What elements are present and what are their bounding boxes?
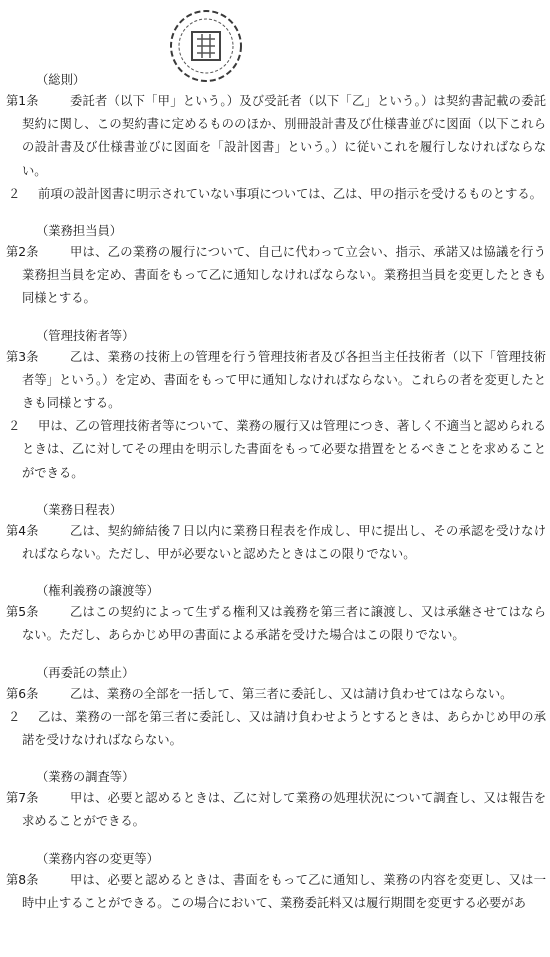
contract-document bbox=[6, 62, 546, 915]
article-text: 甲は、必要と認めるときは、乙に対して業務の処理状況について調査し、又は報告を求めることができる。 bbox=[22, 791, 546, 829]
article-text: 乙はこの契約によって生ずる権利又は義務を第三者に譲渡し、又は承継させてはならない。ただし、あらかじめ甲の書面による承諾を受けた場合はこの限りでない。 bbox=[22, 605, 546, 643]
article-number: 第8条 bbox=[6, 872, 39, 887]
article-text: 甲は、必要と認めるときは、書面をもって乙に通知し、業務の内容を変更し、又は一時中止することができる。この場合において、業務委託料又は履行期間を変更する必要があ bbox=[22, 872, 546, 910]
article-number: 第5条 bbox=[6, 605, 39, 620]
section-heading: （権利義務の譲渡等） bbox=[36, 584, 159, 599]
section-heading: （総則） bbox=[36, 73, 86, 87]
article-text: 甲は、乙の業務の履行について、自己に代わって立会い、指示、承諾又は協議を行う業務担当員を定め、書面をもって乙に通知しなければならない。業務担当員を変更したときも同様とする。 bbox=[22, 245, 546, 306]
article-number: 第1条 bbox=[6, 94, 39, 108]
article-paragraph bbox=[6, 183, 546, 206]
article-number: 第2条 bbox=[6, 245, 39, 260]
article-text: 乙は、契約締結後７日以内に業務日程表を作成し、甲に提出し、その承認を受けなければならない。ただし、甲が必要ないと認めたときはこの限りでない。 bbox=[22, 523, 546, 562]
article-paragraph bbox=[6, 683, 546, 706]
article-text: 前項の設計図書に明示されていない事項については、乙は、甲の指示を受けるものとする。 bbox=[38, 186, 542, 201]
section-heading: （再委託の禁止） bbox=[36, 665, 135, 680]
article-number: 第4条 bbox=[6, 523, 39, 538]
article-text: 乙は、業務の全部を一括して、第三者に委託し、又は請け負わせてはならない。 bbox=[70, 686, 513, 701]
article-text: 乙は、業務の一部を第三者に委託し、又は請け負わせようとするときは、あらかじめ甲の承諾を受けなければならない。 bbox=[22, 709, 546, 748]
article-paragraph bbox=[6, 706, 546, 752]
article-paragraph bbox=[6, 346, 546, 416]
article-paragraph bbox=[6, 520, 546, 566]
article-paragraph bbox=[6, 601, 546, 647]
article-text: 甲は、乙の管理技術者等について、業務の履行又は管理につき、著しく不適当と認められるときは、乙に対してその理由を明示した書面をもって必要な措置をとるべきことを求めることができる。 bbox=[22, 419, 546, 480]
section-heading: （業務内容の変更等） bbox=[36, 851, 159, 866]
section-heading: （業務の調査等） bbox=[36, 770, 135, 785]
section-heading: （業務日程表） bbox=[36, 502, 123, 517]
article-number: ２ bbox=[8, 709, 21, 724]
article-number: 第3条 bbox=[6, 349, 39, 364]
article-number: ２ bbox=[8, 186, 21, 201]
article-number: 第7条 bbox=[6, 791, 39, 806]
article-text: 乙は、業務の技術上の管理を行う管理技術者及び各担当主任技術者（以下「管理技術者等」という。）を定め、書面をもって甲に通知しなければならない。これらの者を変更したときも同様とする。 bbox=[22, 349, 546, 411]
article-paragraph bbox=[6, 415, 546, 485]
article-text: 委託者（以下「甲」という。）及び受託者（以下「乙」という。）は契約書記載の委託契約に関し、この契約書に定めるもののほか、別冊設計書及び仕様書並びに図面（以下これらの設計書及び仕様書並びに図面を「設計図書」という。）に従いこれを履行しなければならない。 bbox=[22, 94, 546, 178]
article-paragraph bbox=[6, 787, 546, 833]
article-paragraph bbox=[6, 869, 546, 915]
section-heading: （業務担当員） bbox=[36, 224, 123, 239]
section-heading: （管理技術者等） bbox=[36, 328, 135, 343]
article-number: ２ bbox=[8, 419, 21, 434]
article-paragraph bbox=[6, 241, 546, 311]
article-paragraph bbox=[6, 90, 546, 183]
article-number: 第6条 bbox=[6, 686, 39, 701]
